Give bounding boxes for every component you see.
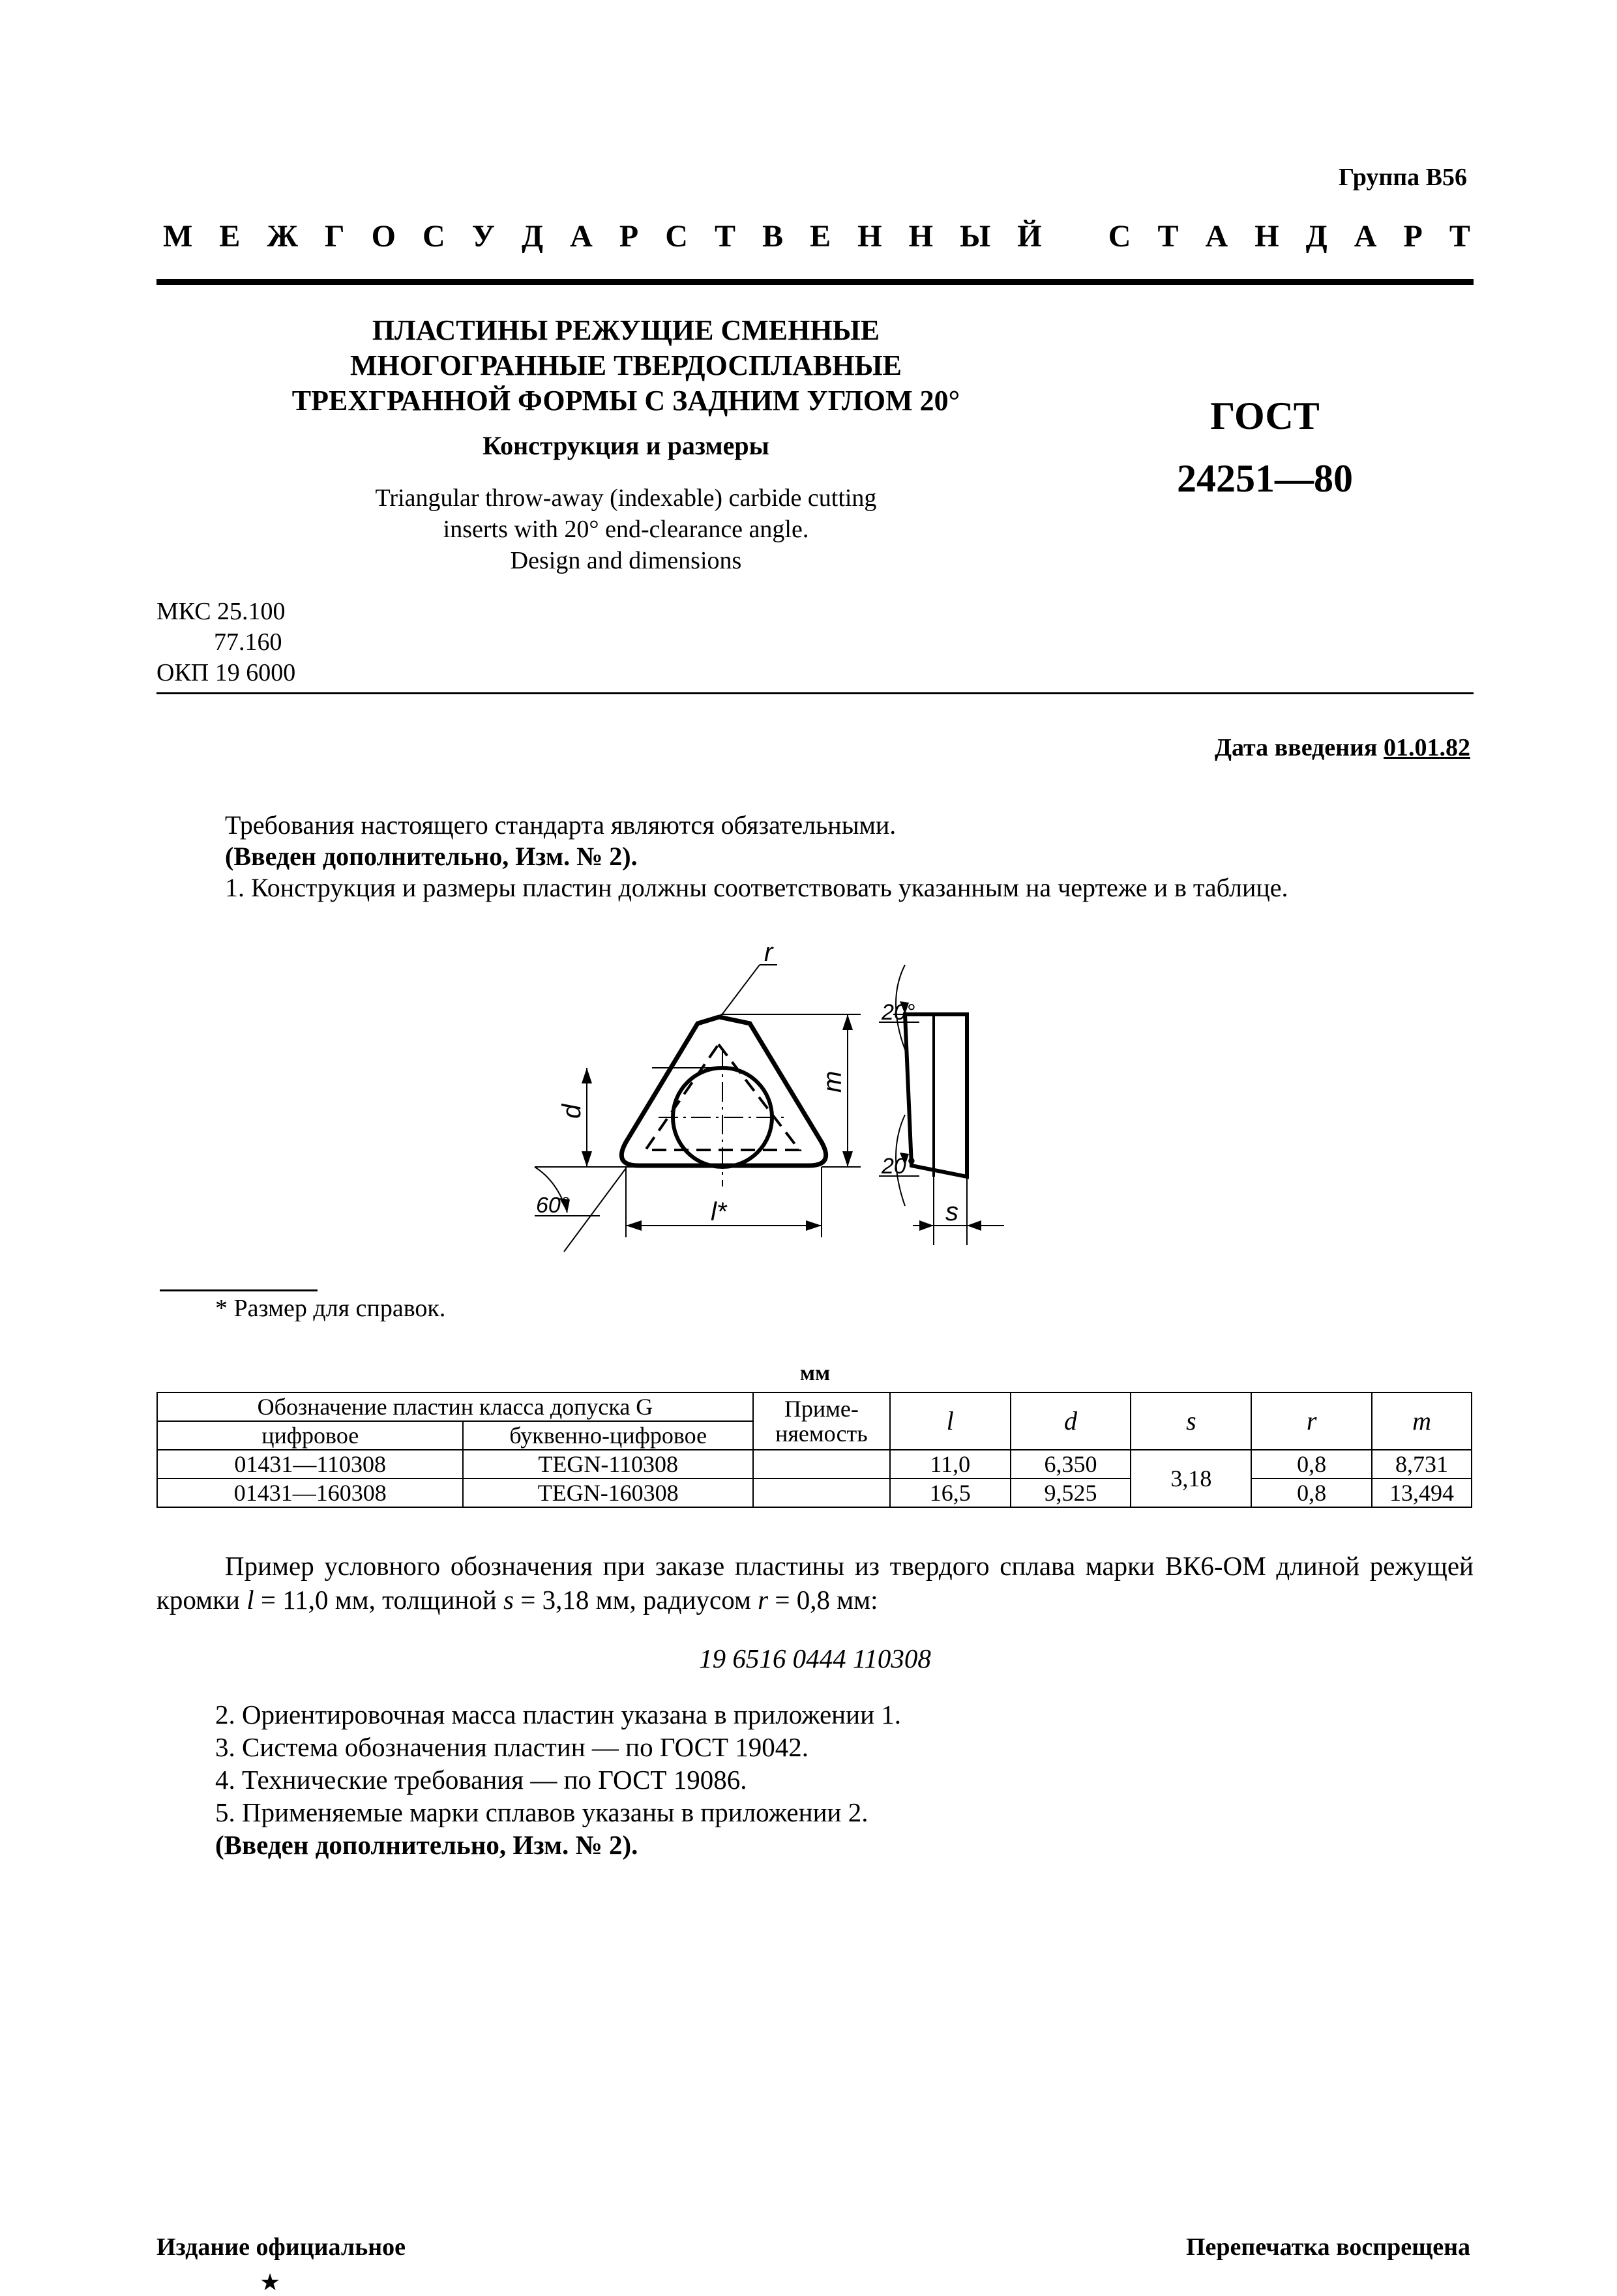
heading-letter: Е: [219, 219, 241, 254]
m-arrow-top: [842, 1014, 853, 1030]
example-text: = 11,0 мм, толщиной: [254, 1585, 504, 1615]
heading-letter: Р: [1403, 219, 1423, 254]
label-l: l*: [711, 1198, 727, 1226]
l-arrow-left: [626, 1220, 642, 1231]
list-item: 3. Система обозначения пластин — по ГОСТ 19042.: [215, 1732, 809, 1762]
d-arrow-top: [582, 1068, 592, 1083]
heading-letter: О: [371, 219, 396, 254]
footer-edition: Издание официальное: [156, 2233, 406, 2261]
gost-number: 24251—80: [1177, 457, 1353, 500]
gost-designation: [1141, 385, 1389, 510]
example-var-l: l: [246, 1585, 254, 1615]
document-subtitle: Конструкция и размеры: [482, 431, 769, 460]
heading-letter: У: [471, 219, 495, 254]
r-leader: [719, 965, 760, 1018]
heading-letter: Н: [1254, 219, 1279, 254]
heading-letter: Ж: [267, 219, 298, 254]
d-arrow-bottom: [582, 1151, 592, 1167]
cell-d: 6,350: [1011, 1450, 1131, 1479]
heading-letter: Е: [810, 219, 831, 254]
title-line: ТРЕХГРАННОЙ ФОРМЫ С ЗАДНИМ УГЛОМ 20°: [291, 385, 960, 417]
header-applicability: Приме- няемость: [753, 1392, 890, 1450]
label-angle-20-bottom: 20°: [882, 1154, 915, 1179]
example-var-s: s: [503, 1585, 514, 1615]
designation-code: 19 6516 0444 110308: [699, 1643, 931, 1673]
triangle-outline: [621, 1017, 825, 1166]
footer-reprint: Перепечатка воспрещена: [1185, 2233, 1470, 2261]
clauses-list: [215, 1698, 901, 1861]
footnote: * Размер для справок.: [215, 1295, 446, 1322]
heading-letter: С: [665, 219, 688, 254]
label-d: d: [557, 1104, 586, 1119]
label-m: m: [818, 1070, 847, 1093]
heading-letter: Д: [522, 219, 544, 254]
cell-r: 0,8: [1251, 1479, 1372, 1507]
example-text: = 0,8 мм:: [768, 1585, 878, 1615]
angle-60-side: [564, 1168, 626, 1252]
heading-letter: [1069, 218, 1082, 254]
star-mark: ★: [260, 2269, 281, 2295]
group-code: Группа В56: [1338, 164, 1467, 191]
heading-letter: Т: [1449, 219, 1470, 254]
cell-d: 9,525: [1011, 1479, 1131, 1507]
title-line: ПЛАСТИНЫ РЕЖУЩИЕ СМЕННЫЕ: [372, 314, 880, 346]
cell-r: 0,8: [1251, 1450, 1372, 1479]
l-arrow-right: [806, 1220, 822, 1231]
footnote-rule: [160, 1289, 318, 1291]
example-var-r: r: [758, 1585, 769, 1615]
list-item: 5. Применяемые марки сплавов указаны в приложении 2.: [215, 1797, 868, 1827]
heading-letter: С: [423, 219, 445, 254]
heading-letter: Т: [1157, 219, 1179, 254]
heading-letter: С: [1108, 219, 1131, 254]
cell-applicability: [753, 1479, 890, 1507]
heading-letter: Р: [619, 219, 639, 254]
code-mks-2: 77.160: [214, 628, 282, 656]
heading-letter: А: [1354, 219, 1377, 254]
effective-date: [1043, 733, 1470, 762]
cell-applicability: [753, 1450, 890, 1479]
title-line: МНОГОГРАННЫЕ ТВЕРДОСПЛАВНЫЕ: [349, 349, 902, 381]
label-r: r: [764, 939, 773, 967]
clause-1: 1. Конструкция и размеры пластин должны соответствовать указанным на чертеже и в таблице.: [225, 873, 1288, 902]
document-title: [248, 313, 1004, 419]
section-rule: [156, 692, 1474, 694]
heading-letter: Н: [908, 219, 933, 254]
s-arrow-right: [967, 1220, 981, 1231]
code-okp: ОКП 19 6000: [156, 659, 296, 686]
header-alphanumeric: буквенно-цифровое: [463, 1421, 753, 1450]
heading-letter: В: [762, 219, 784, 254]
heading-letter: А: [570, 219, 593, 254]
cell-l: 11,0: [890, 1450, 1011, 1479]
header-digital: цифровое: [157, 1421, 463, 1450]
label-angle-20-top: 20°: [882, 1000, 915, 1025]
example-text: Пример условного обозначения при заказе пластины из твердого сплава марки ВК6-ОМ длиной режущей кромки: [156, 1551, 1474, 1615]
list-item: 2. Ориентировочная масса пластин указана в приложении 1.: [215, 1700, 902, 1729]
side-profile: [905, 1014, 967, 1177]
standard-type-heading: [163, 218, 1470, 254]
header-rule: [156, 279, 1474, 285]
cell-alpha: TEGN-160308: [463, 1479, 753, 1507]
date-label: Дата введения: [1214, 734, 1378, 761]
cell-digital: 01431—160308: [157, 1479, 463, 1507]
heading-letter: Т: [714, 219, 735, 254]
label-s: s: [945, 1198, 958, 1226]
table-row: [157, 1479, 1472, 1507]
label-angle-60: 60°: [536, 1193, 570, 1218]
gost-label: ГОСТ: [1210, 394, 1320, 437]
s-arrow-left: [919, 1220, 934, 1231]
heading-letter: Й: [1017, 219, 1042, 254]
cell-m: 8,731: [1372, 1450, 1472, 1479]
heading-letter: Г: [324, 219, 345, 254]
table-unit: мм: [799, 1361, 831, 1385]
classification-codes: [156, 596, 295, 688]
cell-s: 3,18: [1131, 1450, 1251, 1507]
cell-m: 13,494: [1372, 1479, 1472, 1507]
dimensions-table: [156, 1392, 1472, 1508]
code-mks: МКС 25.100: [156, 598, 286, 625]
list-item: 4. Технические требования — по ГОСТ 19086.: [215, 1765, 747, 1795]
heading-letter: Н: [857, 219, 882, 254]
heading-letter: Д: [1305, 219, 1328, 254]
header-m: m: [1372, 1392, 1472, 1450]
heading-letter: Ы: [960, 219, 991, 254]
heading-letter: А: [1205, 219, 1228, 254]
table-header-row: [157, 1392, 1472, 1421]
cell-l: 16,5: [890, 1479, 1011, 1507]
heading-letter: М: [163, 219, 193, 254]
amendment-note: (Введен дополнительно, Изм. № 2).: [215, 1830, 638, 1860]
example-text: = 3,18 мм, радиусом: [514, 1585, 758, 1615]
header-designation: Обозначение пластин класса допуска G: [157, 1392, 753, 1421]
english-title-line: inserts with 20° end-clearance angle.: [443, 516, 809, 543]
designation-example: [156, 1549, 1474, 1617]
intro-line: Требования настоящего стандарта являются обязательными.: [225, 810, 897, 840]
m-arrow-bottom: [842, 1151, 853, 1167]
header-d: d: [1011, 1392, 1131, 1450]
english-title: [248, 482, 1004, 576]
date-value: 01.01.82: [1384, 734, 1470, 761]
insert-drawing: [496, 939, 1135, 1265]
english-title-line: Design and dimensions: [510, 547, 742, 574]
header-l: l: [890, 1392, 1011, 1450]
table-row: [157, 1450, 1472, 1479]
cell-digital: 01431—110308: [157, 1450, 463, 1479]
header-r: r: [1251, 1392, 1372, 1450]
intro-amendment: (Введен дополнительно, Изм. № 2).: [225, 842, 638, 871]
english-title-line: Triangular throw-away (indexable) carbide cutting: [375, 484, 877, 512]
header-s: s: [1131, 1392, 1251, 1450]
cell-alpha: TEGN-110308: [463, 1450, 753, 1479]
